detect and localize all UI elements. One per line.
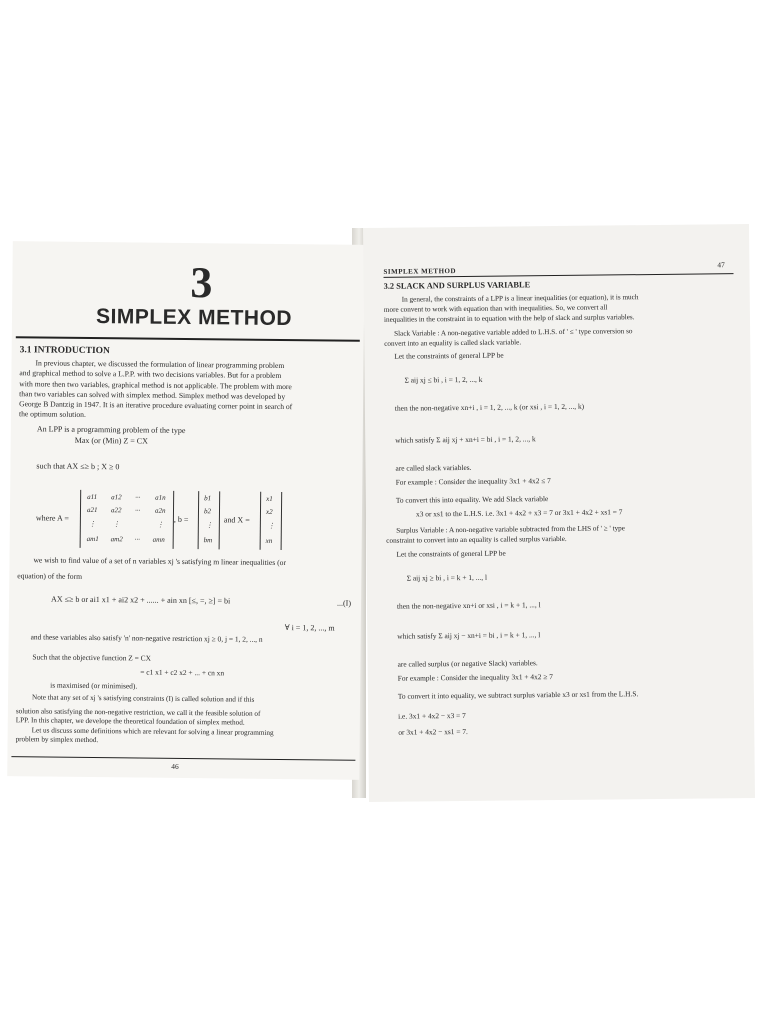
chapter-number: 3 xyxy=(190,258,213,308)
matrix-a-cell: am2 xyxy=(110,535,123,544)
slack-line: Slack Variable : A non-negative variable added to L.H.S. of ' ≤ ' type conversion so xyxy=(394,327,633,338)
matrix-a-cell: ··· xyxy=(135,493,141,502)
surplus-sum: Σ aij xj ≥ bi , i = k + 1, ..., l xyxy=(406,572,488,583)
objective-line: Such that the objective function Z = CX xyxy=(32,652,151,663)
note-line: problem by simplex method. xyxy=(15,735,99,745)
matrix-a-cell: a12 xyxy=(111,493,122,502)
find-paragraph xyxy=(17,555,355,585)
intro-line: George B Dantzig in 1947. It is an iterative procedure evaluating corner point in search of xyxy=(19,399,293,412)
ie-equation: i.e. 3x1 + 4x2 − x3 = 7 xyxy=(398,710,466,721)
matrix-x-cell: x2 xyxy=(265,507,273,516)
right-page xyxy=(363,224,755,802)
chapter-title: SIMPLEX METHOD xyxy=(95,305,293,331)
such-that: such that AX ≤≥ b ; X ≥ 0 xyxy=(36,461,120,472)
let-general: Let the constraints of general LPP be xyxy=(394,350,504,361)
nonneg-line: and these variables also satisfy 'n' non-negative restriction xj ≥ 0, j = 1, 2, ..., n xyxy=(30,632,263,644)
matrix-x-cell: ⋮ xyxy=(267,521,275,530)
which-satisfy-2: which satisfy Σ aij xj − xn+i = bi , i = k + 1, ..., l xyxy=(397,630,541,641)
lpp-line: An LPP is a programming problem of the type xyxy=(36,424,186,435)
then-nonneg: then the non-negative xn+i , i = 1, 2, ..., k (or xsi , i = 1, 2, ..., k) xyxy=(394,401,585,413)
matrix-b-cell: ⋮ xyxy=(205,521,213,530)
note-line: solution also satisfying the non-negative restriction, we call it the feasible solution of xyxy=(15,706,261,718)
matrix-a xyxy=(80,490,175,549)
slack-sum: Σ aij xj ≤ bi , i = 1, 2, ..., k xyxy=(404,374,483,385)
matrix-a-cell: a11 xyxy=(87,492,98,502)
convert-two: To convert it into equality, we subtract surplus variable x3 or xs1 from the L.H.S. xyxy=(397,689,639,701)
called-surplus: are called surplus (or negative Slack) variables. xyxy=(397,658,538,669)
maximised-line: is maximised (or minimised). xyxy=(50,680,138,691)
matrix-b xyxy=(198,491,221,549)
intro-line: and graphical method to solve a L.P.P. with two decisions variables. But for a problem xyxy=(19,368,282,381)
note-line: Note that any set of xj 's satisfying constraints (I) is called solution and if this xyxy=(31,693,255,704)
intro-line: inequalities in the constraint in to equation with the help of slack and surplus variables. xyxy=(383,313,635,324)
matrix-b-cell: b1 xyxy=(204,494,212,503)
matrix-a-cell: amn xyxy=(152,535,165,544)
intro-line: with more then two variables, graphical method is not applicable. The problem with more xyxy=(19,378,292,391)
matrix-x xyxy=(260,492,283,550)
or-equation: or 3x1 + 4x2 − xs1 = 7. xyxy=(398,726,468,737)
intro-paragraph xyxy=(19,358,358,423)
note-line: Let us discuss some definitions which are relevant for solving a linear programming xyxy=(31,726,274,737)
intro-line: more convent to work with equation than with inequalities. So, we convert all xyxy=(383,303,608,314)
equation-one: AX ≤≥ b or ai1 x1 + ai2 x2 + ...... + ain xn [≤, =, ≥] = bi xyxy=(51,594,231,606)
matrix-a-cell: ··· xyxy=(134,506,141,515)
slack-line: convert into an equality is called slack variable. xyxy=(384,338,522,348)
running-head: SIMPLEX METHOD xyxy=(383,267,457,276)
then-nonneg-2: then the non-negative xn+i or xsi , i = k + 1, ..., l xyxy=(396,600,541,611)
note-line: LPP. In this chapter, we develope the theoretical foundation of simplex method. xyxy=(15,716,245,727)
let-general-2: Let the constraints of general LPP be xyxy=(396,548,506,559)
and-x-label: and X = xyxy=(223,515,250,525)
matrix-b-cell: bm xyxy=(203,536,213,545)
intro-line: the optimum solution. xyxy=(18,409,86,420)
slack-definition xyxy=(384,325,732,349)
title-rule xyxy=(16,336,360,342)
matrix-b-cell: b2 xyxy=(203,507,212,516)
which-satisfy: which satisfy Σ aij xj + xn+i = bi , i = 1, 2, ..., k xyxy=(395,434,536,445)
page-number: 46 xyxy=(171,761,179,771)
intro-line: In general, the constraints of a LPP is a linear inequalities (or equation), it is much xyxy=(401,293,639,304)
matrix-a-cell: am1 xyxy=(86,534,99,544)
intro-paragraph xyxy=(384,291,732,325)
where-a-label: where A = xyxy=(35,513,69,523)
b-label: , b = xyxy=(173,514,189,525)
find-line: we wish to find value of a set of n variables xj 's satisfying m linear inequalities (or xyxy=(33,555,287,568)
page-number: 47 xyxy=(717,260,725,270)
section-heading: 3.2 SLACK AND SURPLUS VARIABLE xyxy=(383,280,531,291)
matrix-a-cell: ⋮ xyxy=(112,520,120,529)
matrix-x-cell: x1 xyxy=(266,494,273,503)
forall-line: ∀ i = 1, 2, ..., m xyxy=(284,623,335,633)
objective-line-2: = c1 x1 + c2 x2 + ... + cn xn xyxy=(140,667,225,678)
matrix-a-cell: a21 xyxy=(86,505,98,515)
matrix-a-cell: ⋮ xyxy=(156,520,164,529)
equation-one-label: ...(I) xyxy=(336,598,352,608)
intro-line: than two variables can solved with simplex method. Simplex method was developed by xyxy=(19,389,286,401)
section-heading: 3.1 INTRODUCTION xyxy=(19,345,110,357)
matrix-a-cell: a1n xyxy=(155,493,166,502)
footer-rule xyxy=(11,756,355,761)
example-two: For example : Consider the inequality 3x1 + 4x2 ≥ 7 xyxy=(397,672,553,683)
convert-one: To convert this into equality. We add Slack variable xyxy=(395,494,549,505)
matrix-a-cell: ⋮ xyxy=(88,519,96,529)
matrix-x-cell: xn xyxy=(265,536,273,545)
note-paragraph xyxy=(16,693,355,749)
called-slack: are called slack variables. xyxy=(395,462,472,473)
find-line: equation) of the form xyxy=(17,571,83,582)
convert-one-equation: x3 or xs1 to the L.H.S. i.e. 3x1 + 4x2 + x3 = 7 or 3x1 + 4x2 + xs1 = 7 xyxy=(415,507,623,519)
objective: Max (or (Min) Z = CX xyxy=(74,435,148,446)
surplus-line: Surplus Variable : A non-negative variable subtracted from the LHS of ' ≥ ' type xyxy=(396,524,625,535)
matrix-a-cell: a2n xyxy=(154,506,166,515)
left-page xyxy=(7,241,365,780)
intro-line: In previous chapter, we discussed the formulation of linear programming problem xyxy=(35,358,285,371)
example-one: For example : Consider the inequality 3x1 + 4x2 ≤ 7 xyxy=(395,476,551,487)
matrix-a-cell: a22 xyxy=(110,506,122,515)
matrix-a-cell: ··· xyxy=(134,535,140,544)
surplus-definition xyxy=(386,522,734,546)
surplus-line: constraint to convert into an equality is called surplus variable. xyxy=(386,534,567,545)
